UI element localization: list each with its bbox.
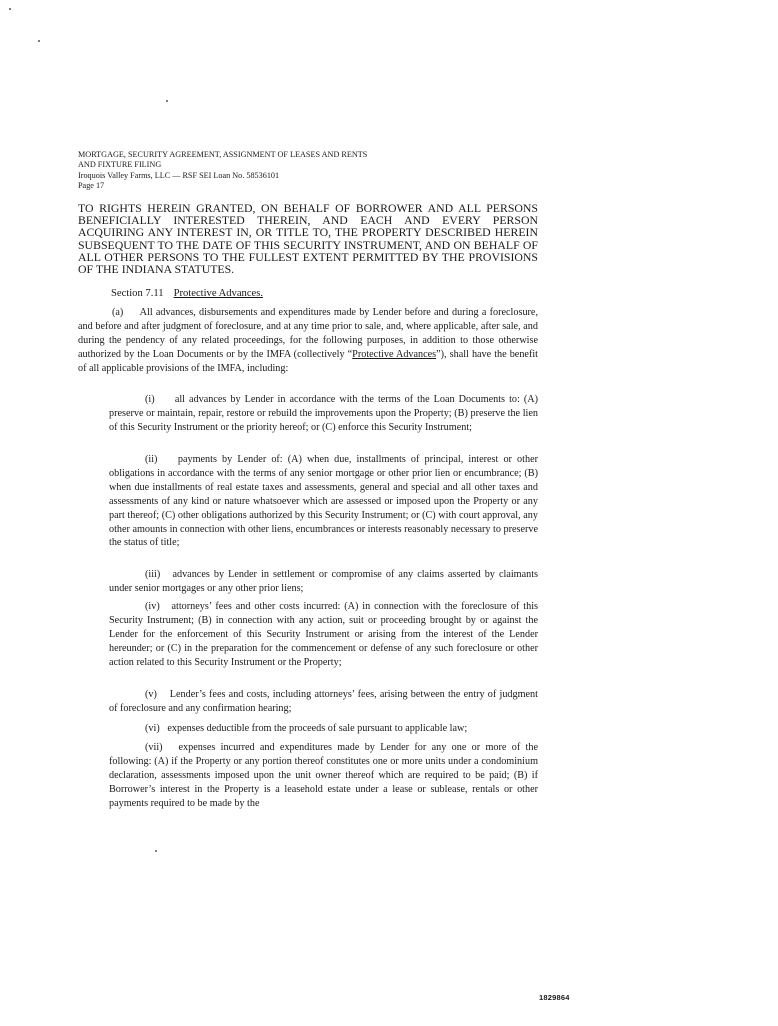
waiver-text: TO RIGHTS HEREIN GRANTED, ON BEHALF OF BORROWER AND ALL PERSONS BENEFICIALLY INTERESTED THEREIN, AND EACH AND EVERY PERSON ACQUIRING ANY INTEREST IN, OR TITLE TO, THE PROPERTY DESCRIBED HEREIN SUBSEQUENT TO THE DATE OF THIS SECURITY INSTRUMENT, AND ON BEHALF OF ALL OTHER PERSONS TO THE FULLEST EXTENT PERMITTED BY THE PROVISIONS OF THE INDIANA STATUTES. xyxy=(78,201,538,277)
item-i xyxy=(109,393,538,435)
item-text: payments by Lender of: (A) when due, installments of principal, interest or other obligations in accordance with the terms of any senior mortgage or other prior lien or encumbrance; (B) when due installments of real estate taxes and assessments, general and special and all other taxes and assessments of any kind or nature whatsoever which are assessed or imposed upon the Property or any part thereof; (C) other obligations authorized by this Security Instrument; or (C) with court approval, any other amounts in connection with other liens, encumbrances or interests reasonably necessary to preserve the status of title; xyxy=(109,454,538,549)
scan-speck xyxy=(166,100,168,102)
section-heading xyxy=(111,288,263,299)
scan-speck xyxy=(9,8,11,10)
item-iv xyxy=(109,600,538,670)
item-label: (vii) xyxy=(145,742,163,753)
item-text: expenses incurred and expenditures made by Lender for any one or more of the following: (A) if the Property or any portion thereof constitutes one or more units under a condominium declaration, assessments imposed upon the unit owner thereof which are required to be paid; (B) if Borrower’s interest in the Property is a leasehold estate under a lease or sublease, rentals or other payments required to be made by the xyxy=(109,742,538,809)
document-number: 1829864 xyxy=(539,993,570,1002)
document-header xyxy=(78,150,367,192)
item-label: (i) xyxy=(145,394,155,405)
item-ii xyxy=(109,453,538,550)
paragraph-a-text-2: ”), shall have the benefit of all applicable provisions of the IMFA, including: xyxy=(78,348,538,374)
item-text: expenses deductible from the proceeds of sale pursuant to applicable law; xyxy=(167,723,468,734)
section-number: Section 7.11 xyxy=(111,288,164,299)
item-label: (vi) xyxy=(145,723,160,734)
paragraph-a-label: (a) xyxy=(112,307,124,318)
item-iii xyxy=(109,568,538,596)
scan-speck xyxy=(38,40,40,42)
item-text: Lender’s fees and costs, including attorneys’ fees, arising between the entry of judgment of foreclosure and any confirmation hearing; xyxy=(109,689,538,714)
item-label: (ii) xyxy=(145,454,158,465)
waiver-paragraph xyxy=(78,202,538,275)
item-text: attorneys’ fees and other costs incurred: (A) in connection with the foreclosure of this Security Instrument; (B) in connection with any action, suit or proceeding brought by or against the Lender for the enforcement of this Security Instrument or arising from the interest of the Lender hereunder; or (C) in the preparation for the commencement or defense of any such foreclosure or other action related to this Security Instrument or the Property; xyxy=(109,601,539,668)
header-loan-line: Iroquois Valley Farms, LLC — RSF SEI Loan No. 58536101 xyxy=(78,170,280,180)
defined-term-protective-advances: Protective Advances xyxy=(352,348,437,360)
paragraph-a-text-1: All advances, disbursements and expenditures made by Lender before and during a foreclosure, and before and after judgment of foreclosure, and at any time prior to sale, and, where applicable, after sale, and during the pendency of any related proceedings, for the following purposes, in addition to those otherwise authorized by the Loan Documents or by the IMFA (collectively “ xyxy=(78,307,538,360)
item-vii xyxy=(109,741,538,811)
item-text: all advances by Lender in accordance with the terms of the Loan Documents to: (A) preserve or maintain, repair, restore or rebuild the improvements upon the Property; (B) preserve the lien of this Security Instrument or the priority hereof; or (C) enforce this Security Instrument; xyxy=(109,394,538,433)
item-vi xyxy=(109,722,538,736)
item-label: (iv) xyxy=(145,601,160,612)
item-label: (v) xyxy=(145,689,157,700)
item-text: advances by Lender in settlement or compromise of any claims asserted by claimants under senior mortgages or any other prior liens; xyxy=(109,569,539,594)
item-label: (iii) xyxy=(145,569,161,580)
header-title-line-2: AND FIXTURE FILING xyxy=(78,160,162,170)
section-title: Protective Advances. xyxy=(173,288,264,299)
header-page-number: Page 17 xyxy=(78,181,105,191)
item-v xyxy=(109,688,538,716)
header-title-line-1: MORTGAGE, SECURITY AGREEMENT, ASSIGNMENT OF LEASES AND RENTS xyxy=(78,150,368,159)
paragraph-a xyxy=(78,306,538,376)
scan-speck xyxy=(155,850,157,852)
